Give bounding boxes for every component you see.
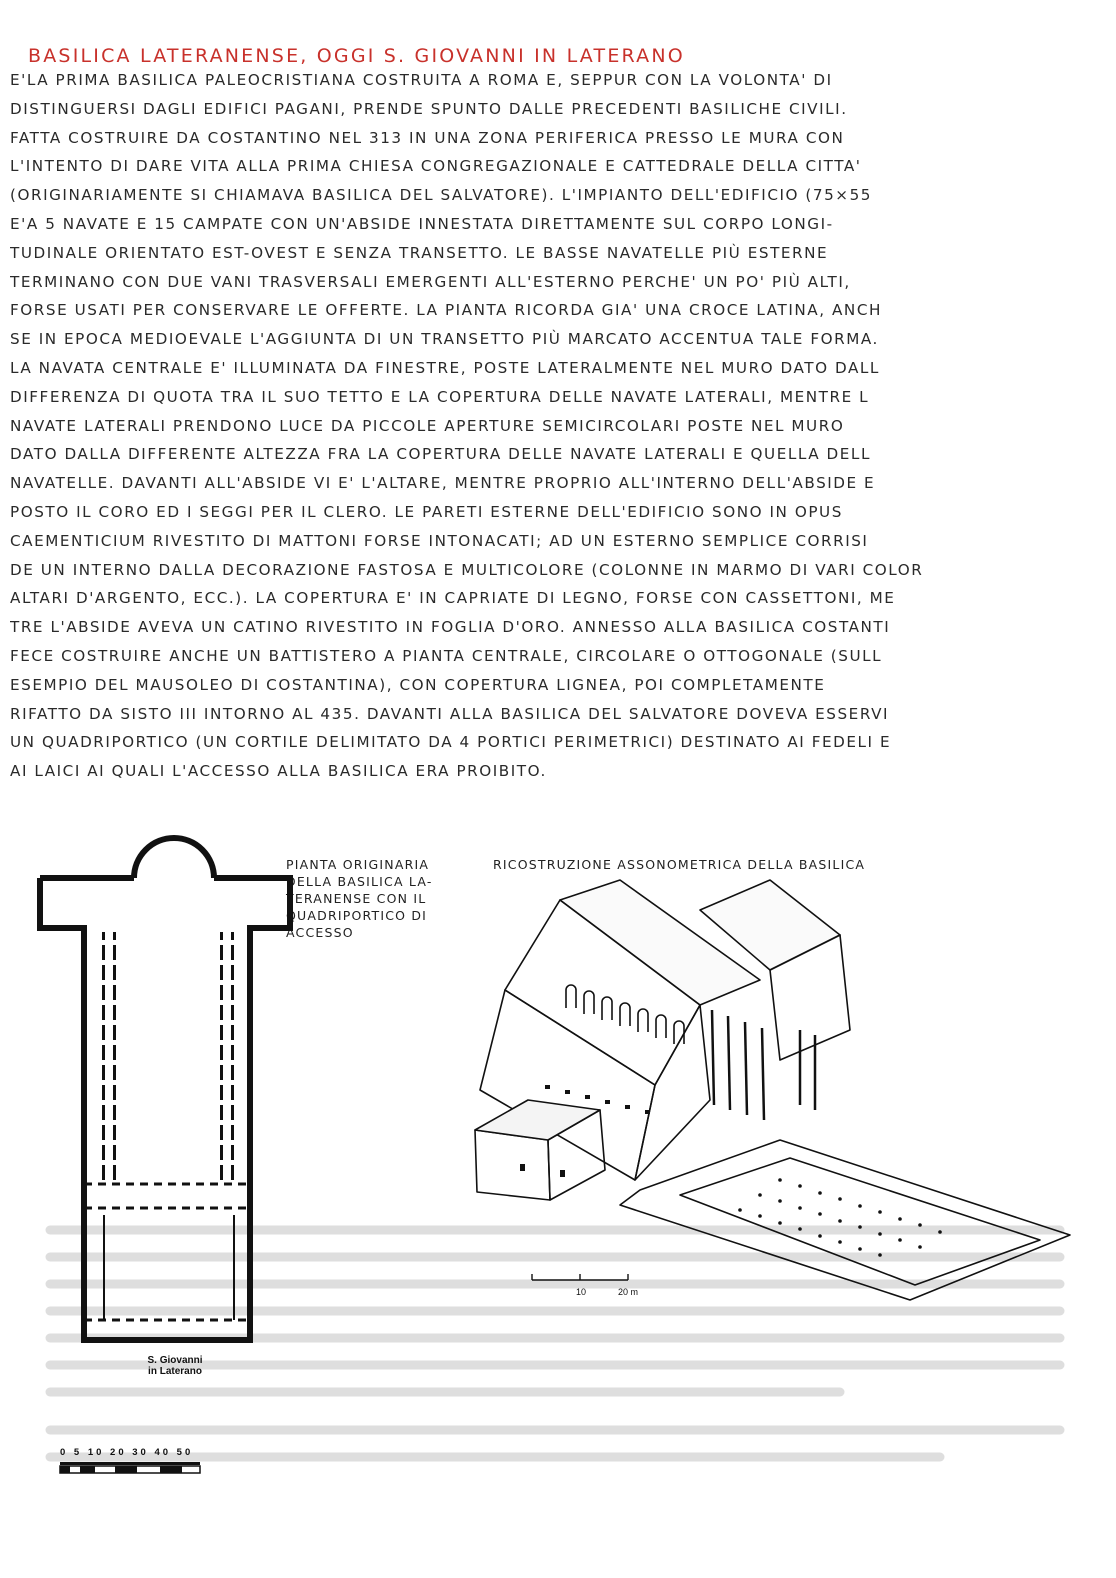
- handwritten-line: (ORIGINARIAMENTE SI CHIAMAVA BASILICA DEL SALVATORE). L'IMPIANTO DELL'EDIFICIO (75×55: [10, 186, 873, 205]
- handwritten-line: TUDINALE ORIENTATO EST-OVEST E SENZA TRANSETTO. LE BASSE NAVATELLE PIÙ ESTERNE: [10, 243, 829, 262]
- axonometric-caption: RICOSTRUZIONE ASSONOMETRICA DELLA BASILICA: [493, 857, 866, 872]
- handwritten-line: DISTINGUERSI DAGLI EDIFICI PAGANI, PRENDE SPUNTO DALLE PRECEDENTI BASILICHE CIVILI.: [10, 99, 848, 118]
- plan-label: [130, 1355, 220, 1377]
- handwritten-line: ALTARI D'ARGENTO, ECC.). LA COPERTURA E' IN CAPRIATE DI LEGNO, FORSE CON CASSETTONI, ME: [10, 589, 896, 608]
- axo-scale-10: 10: [576, 1287, 587, 1297]
- handwritten-line: DIFFERENZA DI QUOTA TRA IL SUO TETTO E LA COPERTURA DELLE NAVATE LATERALI, MENTRE L: [10, 387, 870, 406]
- handwritten-line: AI LAICI AI QUALI L'ACCESSO ALLA BASILICA ERA PROIBITO.: [10, 762, 547, 781]
- handwritten-line: POSTO IL CORO ED I SEGGI PER IL CLERO. LE PARETI ESTERNE DELL'EDIFICIO SONO IN OPUS: [10, 502, 843, 521]
- handwritten-line: UN QUADRIPORTICO (UN CORTILE DELIMITATO DA 4 PORTICI PERIMETRICI) DESTINATO AI FEDELI E: [10, 733, 892, 752]
- handwritten-line: E'A 5 NAVATE E 15 CAMPATE CON UN'ABSIDE INNESTATA DIRETTAMENTE SUL CORPO LONGI-: [10, 214, 834, 233]
- axo-scale-20: 20 m: [618, 1287, 639, 1297]
- handwritten-line: NAVATE LATERALI PRENDONO LUCE DA PICCOLE APERTURE SEMICIRCOLARI POSTE NEL MURO: [10, 416, 845, 435]
- handwritten-line: NAVATELLE. DAVANTI ALL'ABSIDE VI E' L'ALTARE, MENTRE PROPRIO ALL'INTERNO DELL'ABSIDE E: [10, 474, 876, 493]
- page-title: BASILICA LATERANENSE, OGGI S. GIOVANNI IN LATERANO: [28, 44, 685, 67]
- handwritten-line: DE UN INTERNO DALLA DECORAZIONE FASTOSA E MULTICOLORE (COLONNE IN MARMO DI VARI COLOR: [10, 560, 924, 579]
- handwritten-line: L'INTENTO DI DARE VITA ALLA PRIMA CHIESA CONGREGAZIONALE E CATTEDRALE DELLA CITTA': [10, 157, 862, 176]
- handwritten-line: LA NAVATA CENTRALE E' ILLUMINATA DA FINESTRE, POSTE LATERALMENTE NEL MURO DATO DALL: [10, 358, 880, 377]
- handwritten-line: SE IN EPOCA MEDIOEVALE L'AGGIUNTA DI UN TRANSETTO PIÙ MARCATO ACCENTUA TALE FORMA.: [10, 330, 879, 349]
- plan-label-line1: S. Giovanni: [147, 1355, 203, 1366]
- handwritten-line: TRE L'ABSIDE AVEVA UN CATINO RIVESTITO IN FOGLIA D'ORO. ANNESSO ALLA BASILICA COSTANTI: [10, 618, 891, 637]
- handwritten-line: CAEMENTICIUM RIVESTITO DI MATTONI FORSE INTONACATI; AD UN ESTERNO SEMPLICE CORRISI: [10, 531, 869, 550]
- handwritten-line: FATTA COSTRUIRE DA COSTANTINO NEL 313 IN UNA ZONA PERIFERICA PRESSO LE MURA CON: [10, 128, 845, 147]
- handwritten-line: DATO DALLA DIFFERENTE ALTEZZA FRA LA COPERTURA DELLE NAVATE LATERALI E QUELLA DELL: [10, 445, 871, 464]
- plan-label-line2: in Laterano: [148, 1366, 202, 1377]
- handwritten-line: TERMINANO CON DUE VANI TRASVERSALI EMERGENTI ALL'ESTERNO PERCHE' UN PO' PIÙ ALTI,: [10, 272, 851, 291]
- handwritten-line: FORSE USATI PER CONSERVARE LE OFFERTE. LA PIANTA RICORDA GIA' UNA CROCE LATINA, ANCH: [10, 301, 882, 320]
- handwritten-line: RIFATTO DA SISTO III INTORNO AL 435. DAVANTI ALLA BASILICA DEL SALVATORE DOVEVA ESSERVI: [10, 704, 890, 723]
- handwritten-line: FECE COSTRUIRE ANCHE UN BATTISTERO A PIANTA CENTRALE, CIRCOLARE O OTTOGONALE (SULL: [10, 646, 883, 665]
- handwritten-line: ESEMPIO DEL MAUSOLEO DI COSTANTINA), CON COPERTURA LIGNEA, POI COMPLETAMENTE: [10, 675, 826, 694]
- plan-caption: PIANTA ORIGINARIA DELLA BASILICA LA-TERANENSE CON IL QUADRIPORTICO DI ACCESSO: [286, 857, 433, 940]
- plan-scale-numbers: 0 5 10 20 30 40 50: [60, 1447, 194, 1458]
- handwritten-line: E'LA PRIMA BASILICA PALEOCRISTIANA COSTRUITA A ROMA E, SEPPUR CON LA VOLONTA' DI: [10, 71, 833, 89]
